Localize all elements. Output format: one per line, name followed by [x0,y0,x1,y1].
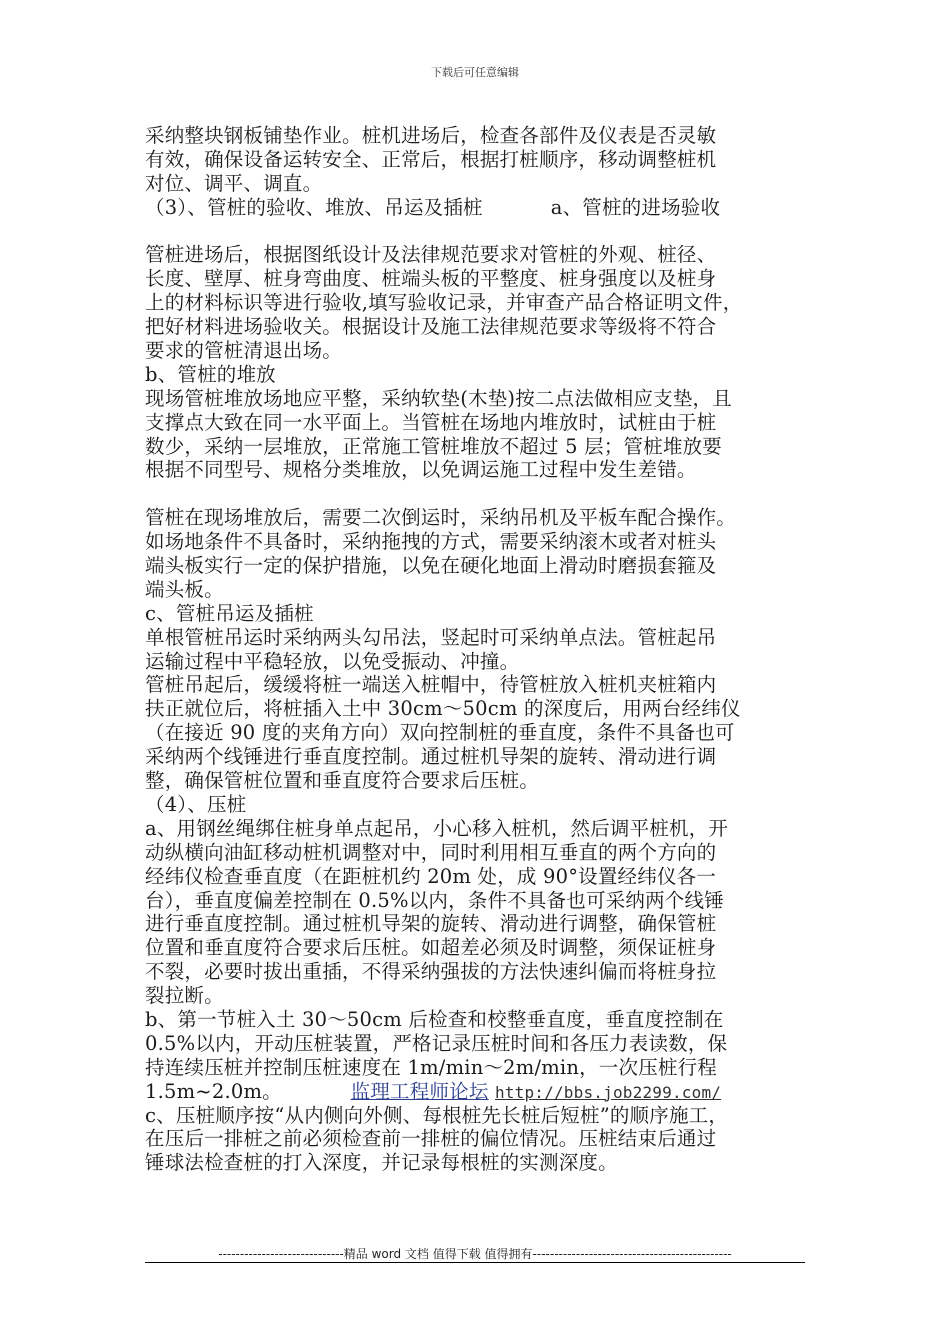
text-line: 运输过程中平稳轻放，以免受振动、冲撞。 [145,649,520,673]
text-line: 扶正就位后，将桩插入土中 30cm～50cm 的深度后，用两台经纬仪 [145,697,741,721]
text-line: 动纵横向油缸移动桩机调整对中，同时利用相互垂直的两个方向的 [145,840,717,864]
subheading-b-stacking: b、管桩的堆放 [145,362,276,386]
text-line: 管桩进场后，根据图纸设计及法律规范要求对管桩的外观、桩径、 [145,243,717,267]
text-line: 进行垂直度控制。通过桩机导架的旋转、滑动进行调整，确保管桩 [145,912,717,936]
text-line: 采纳整块钢板铺垫作业。桩机进场后，检查各部件及仪表是否灵敏 [145,124,717,147]
text-line: 采纳两个线锤进行垂直度控制。通过桩机导架的旋转、滑动进行调 [145,745,717,769]
document-body [145,124,815,1175]
forum-link[interactable]: 监理工程师论坛 [350,1079,489,1103]
text-line: 对位、调平、调直。 [145,171,323,195]
text-line: 支撑点大致在同一水平面上。当管桩在场地内堆放时，试桩由于桩 [145,410,717,434]
text-line: 端头板。 [145,577,224,601]
text-line: 裂拉断。 [145,984,224,1008]
subheading-c-hoisting: c、管桩吊运及插桩 [145,601,314,625]
text-line-with-link [145,1080,815,1104]
text-line: 端头板实行一定的保护措施，以免在硬化地面上滑动时磨损套箍及 [145,554,717,578]
page-header: 下载后可任意编辑 [431,66,519,79]
text-line: 要求的管桩清退出场。 [145,339,343,363]
text-line: 现场管桩堆放场地应平整，采纳软垫(木垫)按二点法做相应支垫，且 [145,386,732,410]
text-line: 管桩吊起后，缓缓将桩一端送入桩帽中，待管桩放入桩机夹桩箱内 [145,673,717,697]
footer-divider [145,1262,805,1263]
text-line: 数少，采纳一层堆放，正常施工管桩堆放不超过 5 层；管桩堆放要 [145,434,723,458]
text-line: 在压后一排桩之前必须检查前一排桩的偏位情况。压桩结束后通过 [145,1127,717,1151]
text-line: 持连续压桩并控制压桩速度在 1m/min～2m/min，一次压桩行程 [145,1055,718,1079]
text-line: 根据不同型号、规格分类堆放，以免调运施工过程中发生差错。 [145,458,697,482]
text-line: 锤球法检查桩的打入深度，并记录每根桩的实测深度。 [145,1151,618,1175]
text-line: a、用钢丝绳绑住桩身单点起吊，小心移入桩机，然后调平桩机，开 [145,816,729,840]
text-line: 把好材料进场验收关。根据设计及施工法律规范要求等级将不符合 [145,315,717,339]
text-line: 单根管桩吊运时采纳两头勾吊法，竖起时可采纳单点法。管桩起吊 [145,625,717,649]
text-line: c、压桩顺序按“从内侧向外侧、每根桩先长桩后短桩”的顺序施工， [145,1103,729,1127]
text-line: 经纬仪检查垂直度（在距桩机约 20m 处，成 90°设置经纬仪各一 [145,864,717,888]
text-line: 位置和垂直度符合要求后压桩。如超差必须及时调整，须保证桩身 [145,936,717,960]
forum-url-link[interactable]: http://bbs.job2299.com/ [494,1082,722,1102]
subheading-a-incoming-inspection: a、管桩的进场验收 [550,195,721,219]
text-line: 长度、壁厚、桩身弯曲度、桩端头板的平整度、桩身强度以及桩身 [145,267,717,291]
text-line: 整，确保管桩位置和垂直度符合要求后压桩。 [145,769,540,793]
text-line: 不裂，必要时拔出重插，不得采纳强拔的方法快速纠偏而将桩身拉 [145,960,717,984]
text-line: 上的材料标识等进行验收,填写验收记录，并审查产品合格证明文件， [145,291,743,315]
text-line: （在接近 90 度的夹角方向）双向控制桩的垂直度，条件不具备也可 [145,721,735,745]
section-heading-3 [145,196,815,220]
text-line: 如场地条件不具备时，采纳拖拽的方式，需要采纳滚木或者对桩头 [145,530,717,554]
section-heading-4: （4）、压桩 [145,792,247,816]
text-line: 管桩在现场堆放后，需要二次倒运时，采纳吊机及平板车配合操作。 [145,506,737,530]
text-line: 台），垂直度偏差控制在 0.5%以内，条件不具备也可采纳两个线锤 [145,888,724,912]
text-fragment: 1.5m~2.0m。 [145,1079,282,1103]
text-line: b、第一节桩入土 30～50cm 后检查和校整垂直度，垂直度控制在 [145,1007,724,1031]
section-heading-3-title: （3）、管桩的验收、堆放、吊运及插桩 [145,195,483,219]
text-line: 0.5%以内，开动压桩装置，严格记录压桩时间和各压力表读数，保 [145,1031,728,1055]
text-line: 有效，确保设备运转安全、正常后，根据打桩顺序，移动调整桩机 [145,147,717,171]
page-footer: -----------------------------精品 word 文档 值得下载 值得拥有---------------------------------------------- [218,1247,732,1261]
